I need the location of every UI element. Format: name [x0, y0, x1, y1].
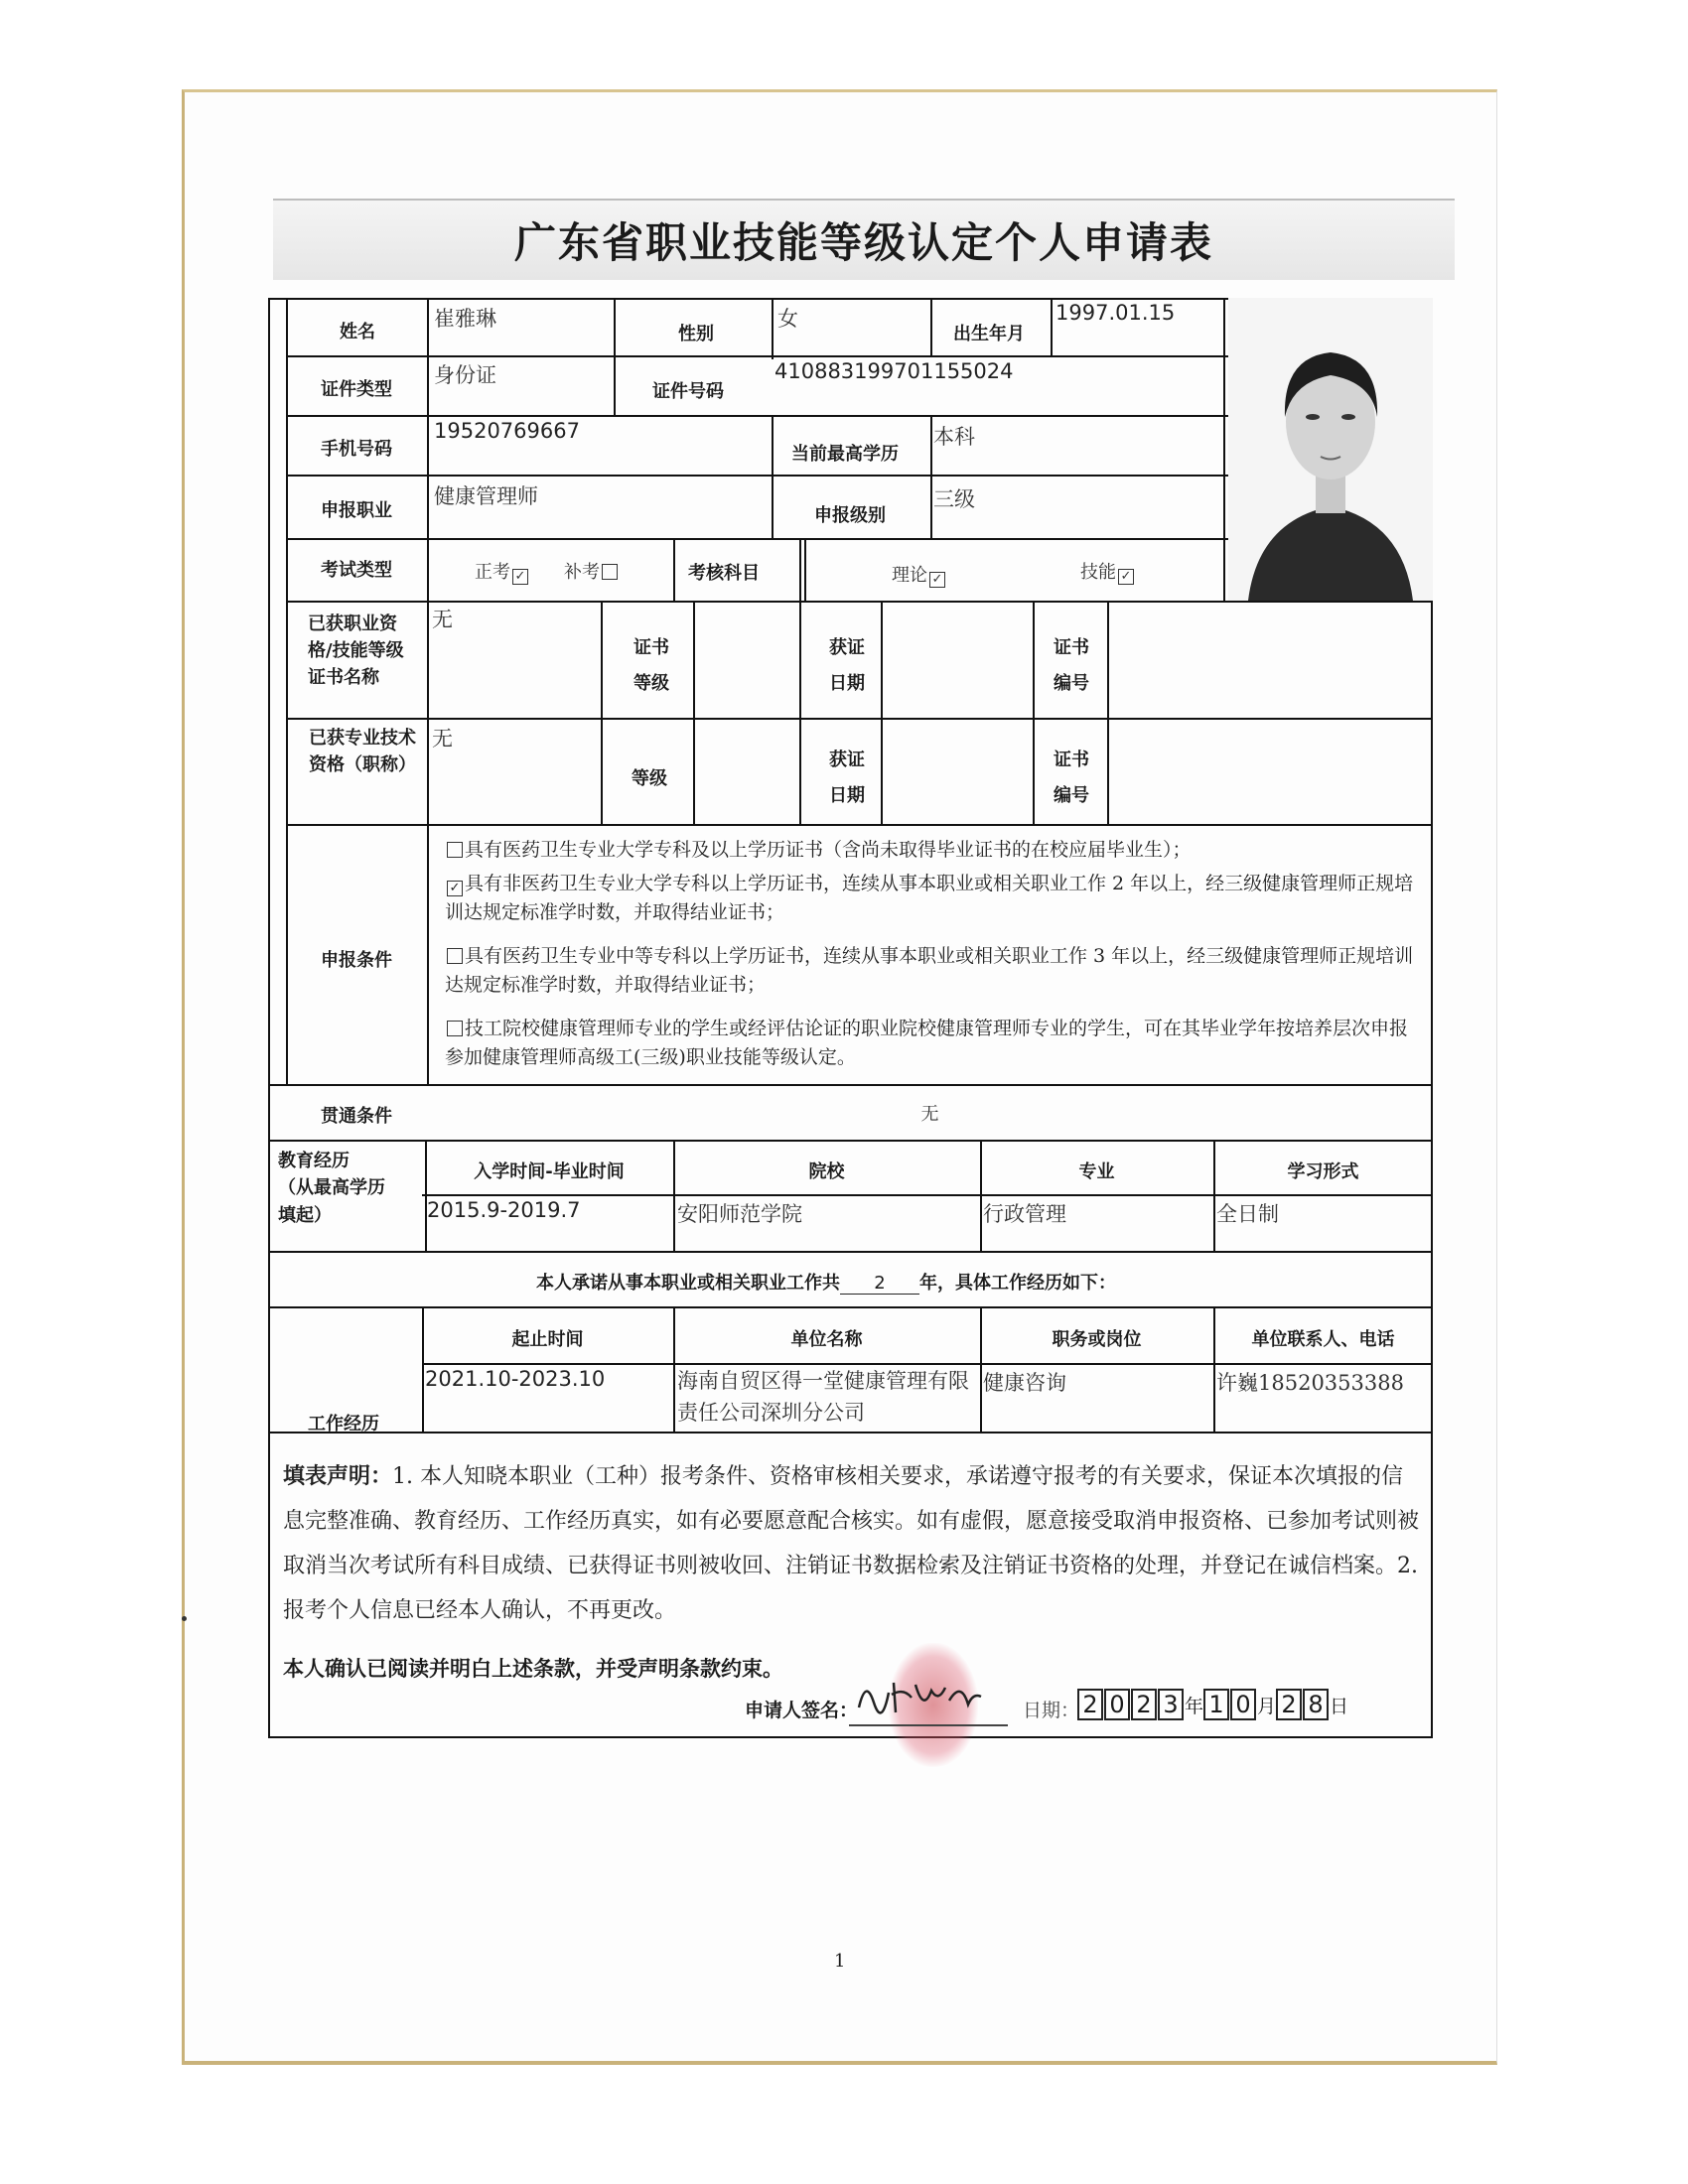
- title-number-label: 证书编号: [1054, 750, 1089, 806]
- work-promise: 本人承诺从事本职业或相关职业工作共 2 年，具体工作经历如下：: [536, 1273, 1116, 1294]
- edu-header-period: 入学时间-毕业时间: [474, 1161, 625, 1182]
- through-label: 贯通条件: [321, 1106, 392, 1127]
- condition-item[interactable]: 具有医药卫生专业中等专科以上学历证书，连续从事本职业或相关职业工作 3 年以上，经三级健康管理师正规培训达规定标准学时数，并取得结业证书；: [445, 945, 1414, 997]
- id-type-value[interactable]: 身份证: [434, 363, 496, 387]
- check-icon: ✓: [1118, 569, 1134, 585]
- empty-checkbox-icon: [602, 564, 618, 580]
- work-position[interactable]: 健康咨询: [983, 1371, 1066, 1395]
- condition-item[interactable]: 具有医药卫生专业大学专科及以上学历证书（含尚未取得毕业证书的在校应届毕业生）；: [445, 836, 1423, 865]
- work-header-contact: 单位联系人、电话: [1251, 1329, 1395, 1350]
- empty-checkbox-icon: [447, 948, 463, 964]
- check-icon: ✓: [512, 569, 528, 585]
- work-period[interactable]: 2021.10-2023.10: [425, 1367, 606, 1391]
- phone-label: 手机号码: [321, 439, 392, 460]
- title-grade-label: 等级: [632, 768, 667, 789]
- work-company[interactable]: 海南自贸区得一堂健康管理有限责任公司深圳分公司: [677, 1369, 969, 1425]
- condition-item[interactable]: 技工院校健康管理师专业的学生或经评估论证的职业院校健康管理师专业的学生，可在其毕业学年按培养层次申报参加健康管理师高级工(三级)职业技能等级认定。: [445, 1018, 1409, 1069]
- work-label: 工作经历: [308, 1414, 379, 1434]
- signature-label: 申请人签名：: [745, 1700, 859, 1721]
- qualification-cert-value[interactable]: 无: [432, 608, 453, 631]
- cert-number-label: 证书编号: [1054, 637, 1089, 694]
- education-level-label: 当前最高学历: [791, 444, 899, 465]
- work-contact[interactable]: 许巍18520353388: [1216, 1371, 1404, 1395]
- id-number-label: 证件号码: [652, 381, 724, 402]
- name-value[interactable]: 崔雅琳: [434, 307, 496, 331]
- sign-date[interactable]: 2 0 2 3 年 1 0 月 2 8 日: [1077, 1689, 1348, 1720]
- id-number-value[interactable]: 410883199701155024: [774, 359, 1014, 383]
- declaration-confirm: 本人确认已阅读并明白上述条款，并受声明条款约束。: [283, 1657, 783, 1681]
- name-label: 姓名: [340, 322, 375, 342]
- edu-period[interactable]: 2015.9-2019.7: [427, 1198, 581, 1222]
- work-header-company: 单位名称: [790, 1329, 863, 1350]
- phone-value[interactable]: 19520769667: [434, 419, 580, 443]
- subject-theory-option[interactable]: 理论 ✓: [892, 561, 947, 588]
- through-value[interactable]: 无: [920, 1104, 939, 1125]
- empty-checkbox-icon: [447, 842, 463, 858]
- title-date-label: 获证日期: [829, 750, 865, 806]
- form-title: 广东省职业技能等级认定个人申请表: [513, 218, 1213, 267]
- conditions-label: 申报条件: [321, 950, 392, 971]
- date-label: 日期：: [1023, 1700, 1080, 1721]
- gender-value[interactable]: 女: [777, 307, 798, 331]
- edu-school[interactable]: 安阳师范学院: [677, 1202, 802, 1226]
- edu-header-mode: 学习形式: [1287, 1161, 1359, 1182]
- check-icon: ✓: [447, 881, 463, 896]
- exam-type-label: 考试类型: [321, 560, 392, 581]
- education-sublabel: （从最高学历填起）: [278, 1177, 385, 1226]
- birth-value[interactable]: 1997.01.15: [1055, 301, 1176, 325]
- check-icon: ✓: [929, 572, 945, 588]
- work-header-position: 职务或岗位: [1052, 1329, 1142, 1350]
- edu-header-major: 专业: [1078, 1161, 1115, 1182]
- education-level-value[interactable]: 本科: [933, 425, 975, 449]
- apply-level-value[interactable]: 三级: [933, 487, 975, 511]
- edu-header-school: 院校: [808, 1161, 845, 1182]
- scan-speck: [182, 1616, 187, 1621]
- apply-level-label: 申报级别: [814, 505, 886, 526]
- cert-grade-label: 证书等级: [633, 637, 669, 694]
- subject-label: 考核科目: [688, 563, 760, 584]
- applicant-photo: [1228, 298, 1433, 601]
- empty-checkbox-icon: [447, 1021, 463, 1036]
- professional-title-label: 已获专业技术资格（职称）: [309, 728, 416, 775]
- applicant-signature[interactable]: [854, 1673, 1013, 1722]
- exam-makeup-option[interactable]: 补考: [564, 558, 620, 584]
- work-header-period: 起止时间: [511, 1329, 584, 1350]
- professional-title-value[interactable]: 无: [432, 727, 453, 751]
- exam-regular-option[interactable]: 正考 ✓: [475, 558, 530, 585]
- job-label: 申报职业: [321, 500, 392, 521]
- gender-label: 性别: [678, 324, 714, 344]
- promise-years: 2: [840, 1273, 919, 1295]
- page-number: 1: [834, 1951, 846, 1972]
- declaration-text: 填表声明：1. 本人知晓本职业（工种）报考条件、资格审核相关要求，承诺遵守报考的有关要求，保证本次填报的信息完整准确、教育经历、工作经历真实，如有必要愿意配合核实。如有虚假，愿意接受取消申报资格、已参加考试则被取消当次考试所有科目成绩、已获得证书则被收回、注销证书数据检索及注销证书资格的处理，并登记在诚信档案。2. 报考个人信息已经本人确认，不再更改。: [283, 1464, 1420, 1624]
- edu-mode[interactable]: 全日制: [1216, 1202, 1279, 1226]
- cert-date-label: 获证日期: [829, 637, 865, 694]
- qualification-cert-label: 已获职业资格/技能等级证书名称: [308, 614, 404, 688]
- birth-label: 出生年月: [953, 324, 1025, 344]
- condition-item[interactable]: ✓ 具有非医药卫生专业大学专科以上学历证书，连续从事本职业或相关职业工作 2 年以上，经三级健康管理师正规培训达规定标准学时数，并取得结业证书；: [445, 873, 1414, 924]
- job-value[interactable]: 健康管理师: [434, 484, 538, 508]
- education-label: 教育经历: [278, 1151, 350, 1171]
- subject-skill-option[interactable]: 技能 ✓: [1080, 558, 1136, 585]
- id-type-label: 证件类型: [321, 379, 392, 400]
- edu-major[interactable]: 行政管理: [983, 1202, 1066, 1226]
